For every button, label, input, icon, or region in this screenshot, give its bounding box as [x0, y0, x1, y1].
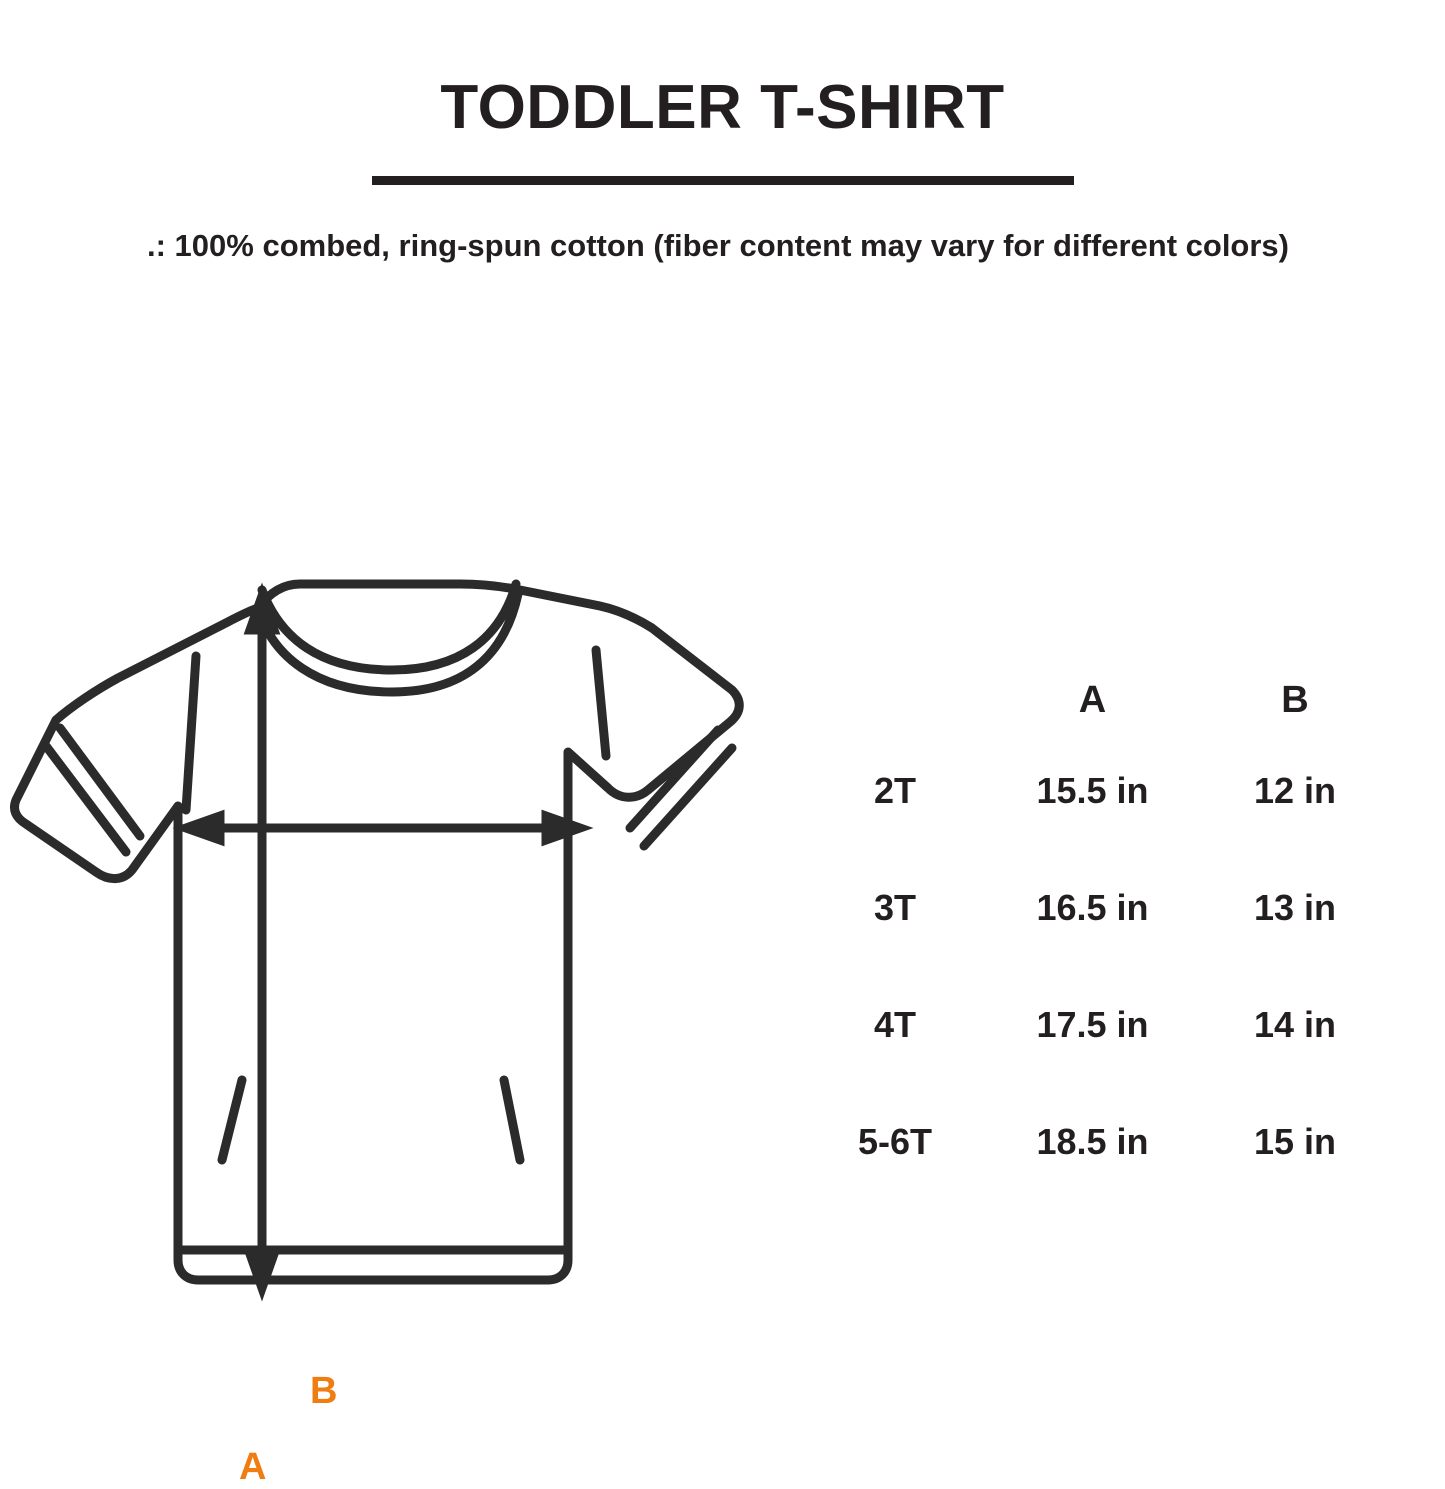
column-header-b: B: [1281, 678, 1309, 721]
product-description: .: 100% combed, ring-spun cotton (fiber content may vary for different colors): [147, 228, 1289, 263]
cell-b: 13 in: [1253, 886, 1337, 928]
table-row: [800, 849, 1400, 966]
cell-size: 3T: [873, 886, 916, 928]
width-dimension-label: B: [310, 1370, 338, 1412]
table-header-row: [800, 668, 1400, 732]
tshirt-illustration: [0, 560, 790, 1488]
cell-a: 15.5 in: [1036, 769, 1149, 811]
table-row: [800, 732, 1400, 849]
cell-size: 4T: [873, 1003, 916, 1045]
cell-size: 5-6T: [857, 1120, 933, 1162]
size-table: [800, 668, 1400, 1200]
cell-a: 17.5 in: [1036, 1003, 1149, 1045]
column-header-a: A: [1078, 678, 1107, 721]
cell-b: 15 in: [1253, 1120, 1337, 1162]
cell-b: 14 in: [1253, 1003, 1337, 1045]
table-row: [800, 966, 1400, 1083]
length-dimension-label: A: [239, 1446, 267, 1488]
cell-a: 18.5 in: [1036, 1120, 1149, 1162]
title-underline: [372, 176, 1074, 185]
cell-size: 2T: [873, 769, 916, 811]
table-row: [800, 1083, 1400, 1200]
page-title: TODDLER T-SHIRT: [440, 73, 1005, 142]
cell-a: 16.5 in: [1036, 886, 1149, 928]
cell-b: 12 in: [1253, 769, 1337, 811]
